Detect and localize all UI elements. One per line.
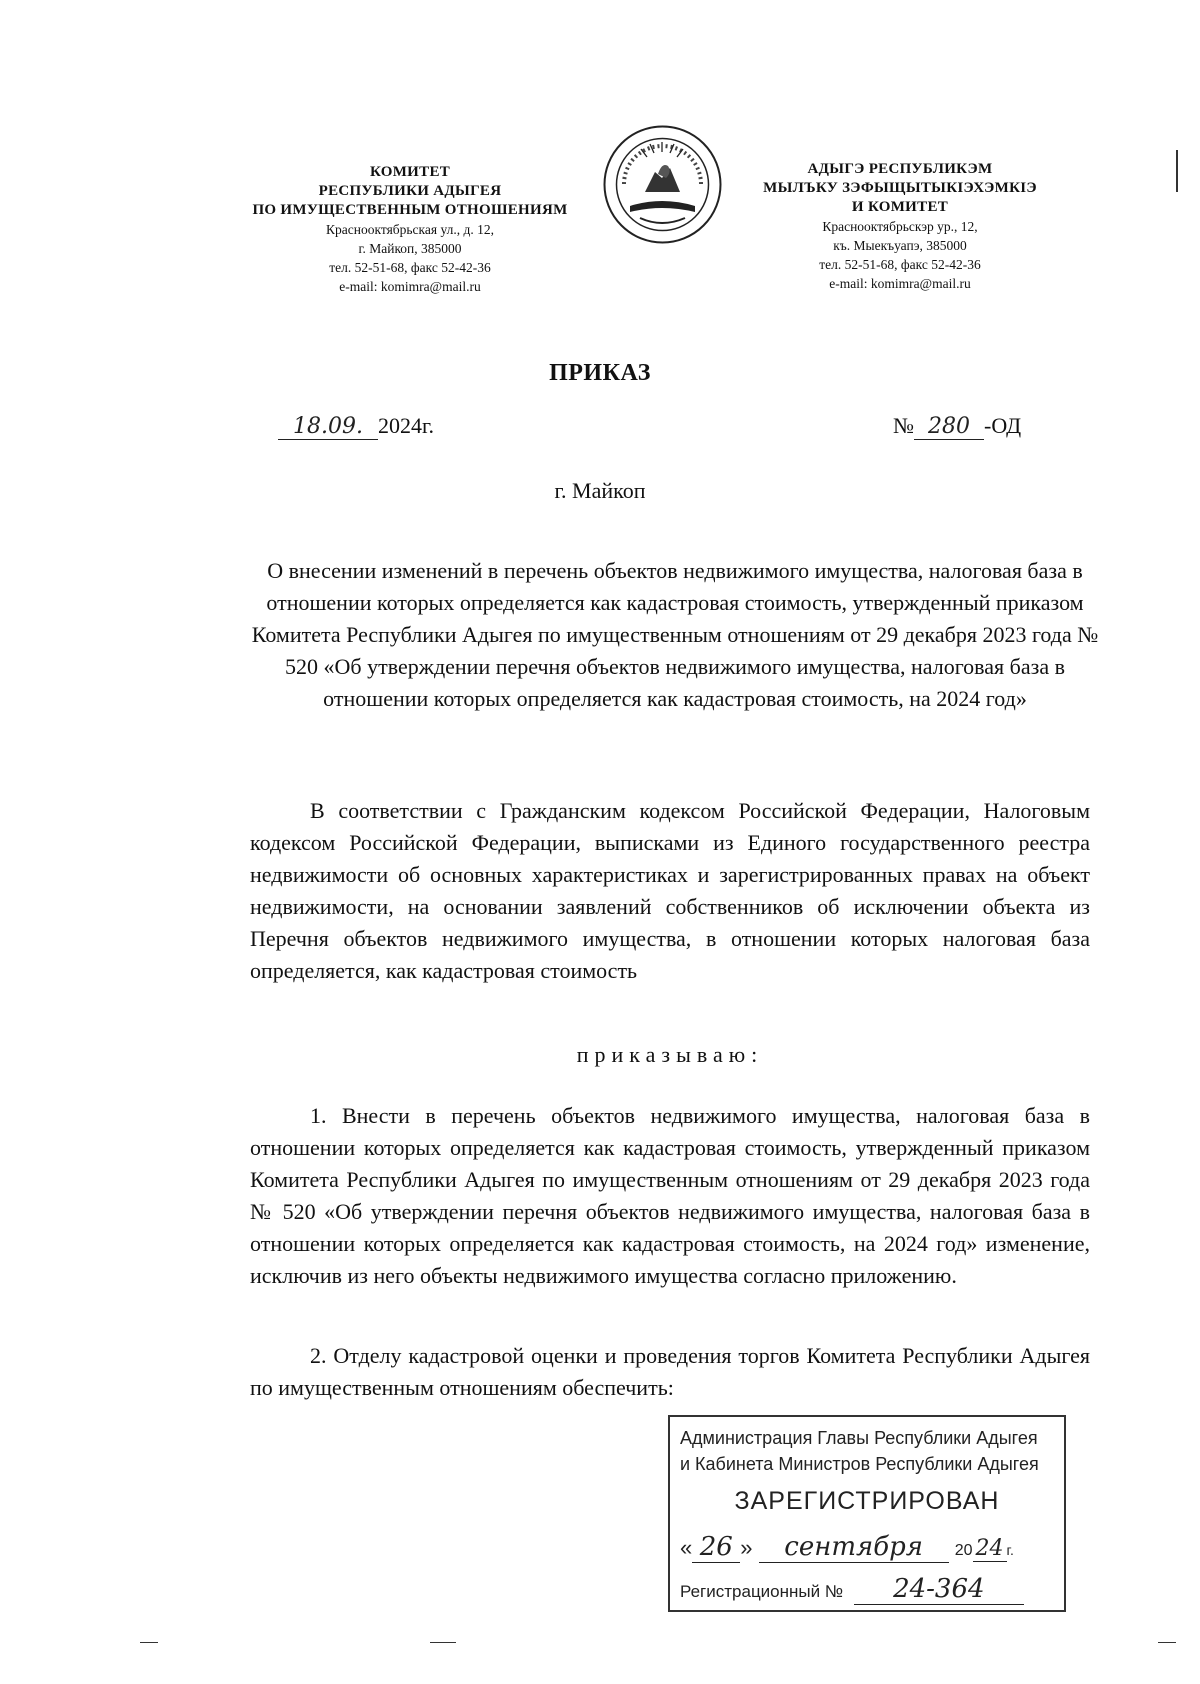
email-adyghe-line: e-mail: komimra@mail.ru [829, 276, 971, 291]
stamp-registered: ЗАРЕГИСТРИРОВАН [734, 1487, 1000, 1515]
scan-mark [1158, 1642, 1176, 1643]
stamp-org [680, 1425, 1039, 1477]
org-name-adyghe-line2: МЫЛЪКУ ЗЭФЫЩЫТЫКIЭХЭМКIЭ [763, 180, 1037, 196]
stamp-org-line1: Администрация Главы Республики Адыгея [680, 1428, 1038, 1448]
order-number [893, 413, 1021, 440]
stamp-month: сентября [759, 1532, 949, 1563]
document-title: ПРИКАЗ [549, 360, 651, 386]
stamp-day: 26 [692, 1532, 740, 1563]
email-line: e-mail: komimra@mail.ru [339, 279, 481, 294]
order-word: приказываю: [576, 1042, 764, 1067]
handwritten-date: 18.09. [278, 414, 378, 440]
number-sign: № [893, 413, 914, 438]
org-name-adyghe-line1: АДЫГЭ РЕСПУБЛИКЭМ [807, 161, 993, 177]
stamp-close-quote: » [740, 1535, 753, 1560]
stamp-year-hand: 24 [973, 1536, 1007, 1562]
address-adyghe-line1: Краснооктябрьскэр ур., 12, [822, 219, 978, 234]
stamp-org-line2: и Кабинета Министров Республики Адыгея [680, 1454, 1039, 1474]
phone-adyghe-line: тел. 52-51-68, факс 52-42-36 [819, 257, 981, 272]
address-line1: Краснооктябрьская ул., д. 12, [326, 222, 494, 237]
phone-line: тел. 52-51-68, факс 52-42-36 [329, 260, 491, 275]
stamp-reg-line [680, 1574, 1060, 1605]
org-name-line3: ПО ИМУЩЕСТВЕННЫМ ОТНОШЕНИЯМ [252, 202, 568, 218]
stamp-reg-number: 24-364 [854, 1574, 1024, 1605]
order-item-1: 1. Внести в перечень объектов недвижимого имущества, налоговая база в отношении которых определяется как кадастровая стоимость, утвержденный приказом Комитета Республики Адыгея по имущественным отношениям от 29 декабря 2023 года № 520 «Об утверждении перечня объектов недвижимого имущества, налоговая база в отношении которых определяется как кадастровая стоимость, на 2024 год» изменение, исключив из него объекты недвижимого имущества согласно приложению. [250, 1103, 1090, 1288]
order-date [278, 413, 434, 440]
stamp-date [680, 1532, 1060, 1563]
coat-of-arms-icon [600, 122, 725, 247]
stamp-year-suffix: г. [1006, 1542, 1014, 1558]
header-left [240, 163, 580, 296]
handwritten-number: 280 [914, 414, 984, 440]
city: г. Майкоп [554, 478, 646, 503]
order-subject: О внесении изменений в перечень объектов недвижимого имущества, налоговая база в отношении которых определяется как кадастровая стоимость, утвержденный приказом Комитета Республики Адыгея по имущественным отношениям от 29 декабря 2023 года № 520 «Об утверждении перечня объектов недвижимого имущества, налоговая база в отношении которых определяется как кадастровая стоимость, на 2024 год» [251, 558, 1099, 711]
address-adyghe-line2: къ. Мыекъуапэ, 385000 [833, 238, 967, 253]
number-suffix: -ОД [984, 413, 1022, 438]
org-name-line2: РЕСПУБЛИКИ АДЫГЕЯ [318, 183, 502, 199]
scan-mark [430, 1642, 456, 1643]
stamp-open-quote: « [680, 1535, 693, 1560]
preamble-paragraph: В соответствии с Гражданским кодексом Российской Федерации, Налоговым кодексом Российской Федерации, выписками из Единого государственного реестра недвижимости об основных характеристиках и зарегистрированных правах на объект недвижимости, на основании заявлений собственников об исключении объекта из Перечня объектов недвижимого имущества, в отношении которых налоговая база определяется, как кадастровая стоимость [250, 798, 1090, 983]
stamp-year-prefix: 20 [954, 1542, 973, 1559]
stamp-reg-label: Регистрационный № [680, 1582, 844, 1601]
order-item-2: 2. Отделу кадастровой оценки и проведения торгов Комитета Республики Адыгея по имущественным отношениям обеспечить: [250, 1343, 1090, 1400]
scan-mark [1176, 150, 1178, 192]
org-name-adyghe-line3: И КОМИТЕТ [851, 199, 949, 215]
registration-stamp [668, 1415, 1066, 1612]
address-line2: г. Майкоп, 385000 [358, 241, 462, 256]
date-year: 2024г. [378, 413, 435, 438]
header-right [735, 160, 1065, 293]
scan-mark [140, 1642, 158, 1643]
org-name-line1: КОМИТЕТ [369, 164, 451, 180]
